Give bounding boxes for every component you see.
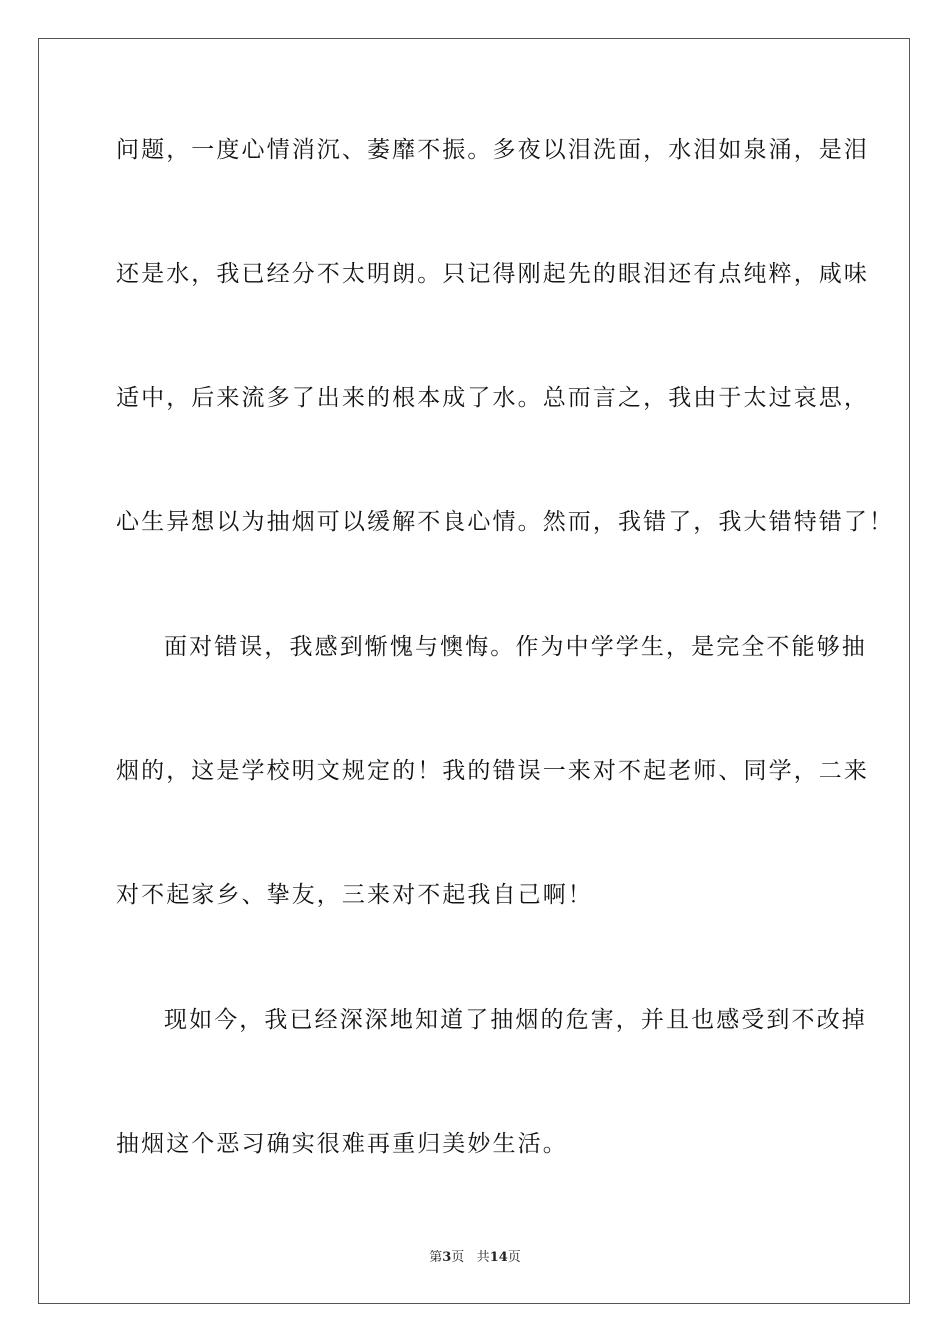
text-line-4: 心生异想以为抽烟可以缓解不良心情。然而，我错了，我大错特错了！: [116, 509, 895, 535]
text-line-1: 问题，一度心情消沉、萎靡不振。多夜以泪洗面，水泪如泉涌，是泪: [116, 137, 869, 163]
total-pages: 14: [489, 1250, 508, 1265]
total-prefix: 共: [476, 1250, 490, 1265]
text-line-5: 面对错误，我感到惭愧与懊悔。作为中学学生，是完全不能够抽: [164, 634, 867, 660]
text-line-2: 还是水，我已经分不太明朗。只记得刚起先的眼泪还有点纯粹，咸味: [116, 261, 869, 287]
text-line-6: 烟的，这是学校明文规定的！我的错误一来对不起老师、同学，二来: [116, 758, 869, 784]
page-footer: [0, 1246, 950, 1265]
total-suffix: 页: [507, 1250, 521, 1265]
page-border: [38, 38, 910, 1304]
text-line-7: 对不起家乡、挚友，三来对不起我自己啊！: [116, 882, 593, 908]
page-prefix: 第: [429, 1250, 443, 1265]
page-number: 3: [442, 1250, 452, 1265]
text-line-9: 抽烟这个恶习确实很难再重归美妙生活。: [116, 1131, 568, 1157]
text-line-8: 现如今，我已经深深地知道了抽烟的危害，并且也感受到不改掉: [164, 1007, 867, 1033]
text-line-3: 适中，后来流多了出来的根本成了水。总而言之，我由于太过哀思，: [116, 385, 869, 411]
page-suffix: 页: [451, 1250, 465, 1265]
